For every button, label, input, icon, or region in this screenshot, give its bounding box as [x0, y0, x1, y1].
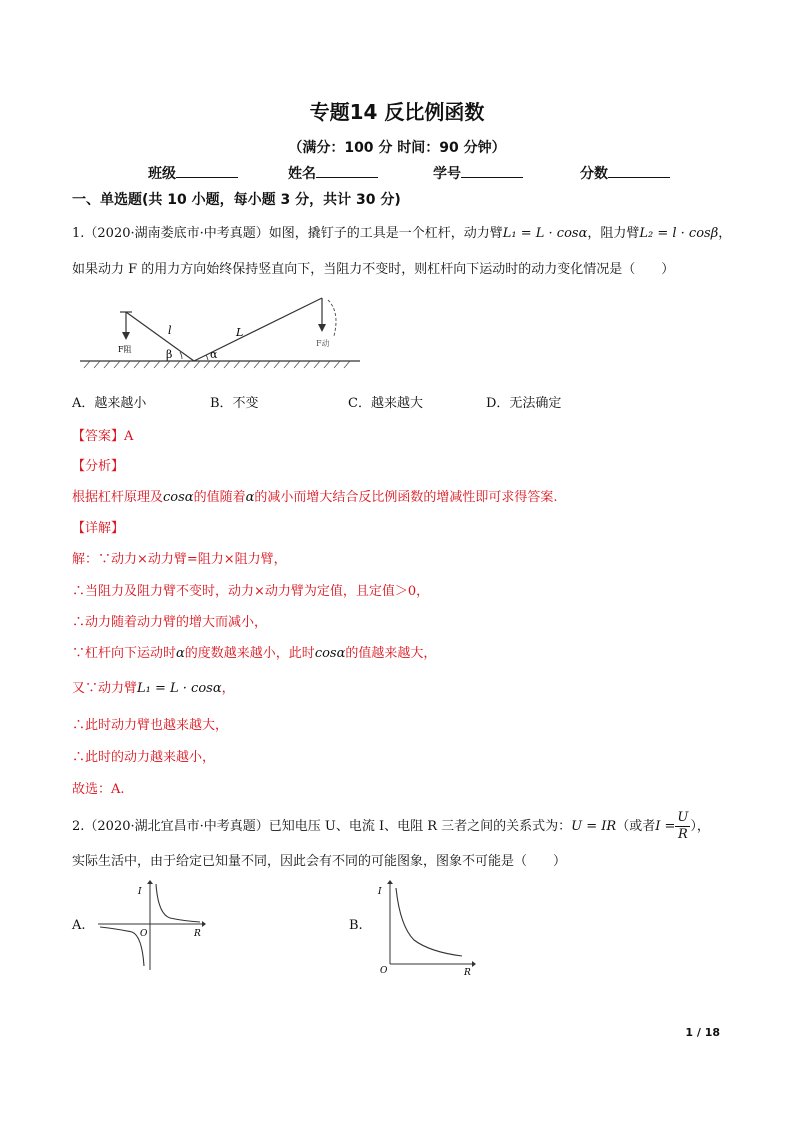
- axis-origin: O: [380, 966, 388, 976]
- q1-answer: 【答案】A: [72, 429, 134, 444]
- q2-stem-line2: 实际生活中，由于给定已知量不同，因此会有不同的可能图象，图象不可能是（ ）: [72, 854, 567, 869]
- q2-graph-a: [94, 880, 206, 972]
- axis-i: I: [378, 887, 382, 897]
- q1-stem-line2: 如果动力 F 的用力方向始终保持竖直向下，当阻力不变时，则杠杆向下运动时的动力变化情况是（ ）: [72, 262, 675, 277]
- axis-origin: O: [140, 929, 148, 939]
- exam-info: （满分：100 分 时间：90 分钟）: [288, 140, 506, 156]
- section-heading: 一、单选题(共 10 小题，每小题 3 分，共计 30 分): [72, 192, 401, 208]
- q1-detail-line: ∴此时动力臂也越来越大，: [72, 718, 229, 733]
- q1-option-d[interactable]: D．无法确定: [486, 396, 562, 411]
- class-field[interactable]: 班级: [148, 163, 238, 183]
- page-number: 1 / 18: [685, 1026, 720, 1039]
- q1-detail-label: 【详解】: [72, 521, 125, 536]
- q1-detail-line: ∴此时的动力越来越小，: [72, 750, 216, 765]
- q1-detail-line: ∴动力随着动力臂的增大而减小，: [72, 615, 268, 630]
- label-l: l: [168, 324, 172, 337]
- q1-detail-line: 解：∵动力×动力臂=阻力×阻力臂，: [72, 552, 287, 567]
- q1-option-c[interactable]: C．越来越大: [348, 396, 423, 411]
- q1-analysis-label: 【分析】: [72, 459, 125, 474]
- q1-detail-line: 故选：A.: [72, 782, 125, 797]
- name-field[interactable]: 姓名: [288, 163, 378, 183]
- q2-graph-b: [376, 880, 476, 976]
- axis-i: I: [138, 887, 142, 897]
- q2-option-b[interactable]: B.: [349, 918, 363, 933]
- label-f-resist: F阻: [118, 345, 132, 354]
- score-field[interactable]: 分数: [580, 163, 670, 183]
- label-L: L: [236, 326, 244, 339]
- q1-stem-line1: 1.（2020·湖南娄底市·中考真题）如图，撬钉子的工具是一个杠杆，动力臂L₁ = L · cosα，阻力臂L₂ = l · cosβ，: [72, 226, 732, 241]
- q1-detail-line: 又∵动力臂L₁ = L · cosα，: [72, 681, 235, 696]
- axis-r: R: [194, 929, 201, 939]
- label-f-force: F动: [316, 339, 330, 348]
- student-number-field[interactable]: 学号: [433, 163, 523, 183]
- axis-r: R: [464, 968, 471, 976]
- q1-option-a[interactable]: A．越来越小: [72, 396, 147, 411]
- q1-analysis-text: 根据杠杆原理及cosα的值随着α的减小而增大结合反比例函数的增减性即可求得答案.: [72, 490, 558, 505]
- label-alpha: α: [210, 348, 218, 361]
- label-beta: β: [166, 348, 173, 361]
- q2-stem-line1: 2.（2020·湖北宜昌市·中考真题）已知电压 U、电流 I、电阻 R 三者之间的关系式为：U = IR（或者I = $\frac{U}{R}$ ），: [72, 810, 710, 842]
- q1-detail-line: ∵杠杆向下运动时α的度数越来越小，此时cosα的值越来越大，: [72, 646, 437, 661]
- q1-option-b[interactable]: B．不变: [210, 396, 259, 411]
- page-title: 专题14 反比例函数: [309, 100, 485, 124]
- q2-option-a[interactable]: A.: [72, 918, 86, 933]
- lever-figure: [78, 292, 368, 374]
- q1-detail-line: ∴当阻力及阻力臂不变时，动力×动力臂为定值，且定值＞0，: [72, 584, 430, 599]
